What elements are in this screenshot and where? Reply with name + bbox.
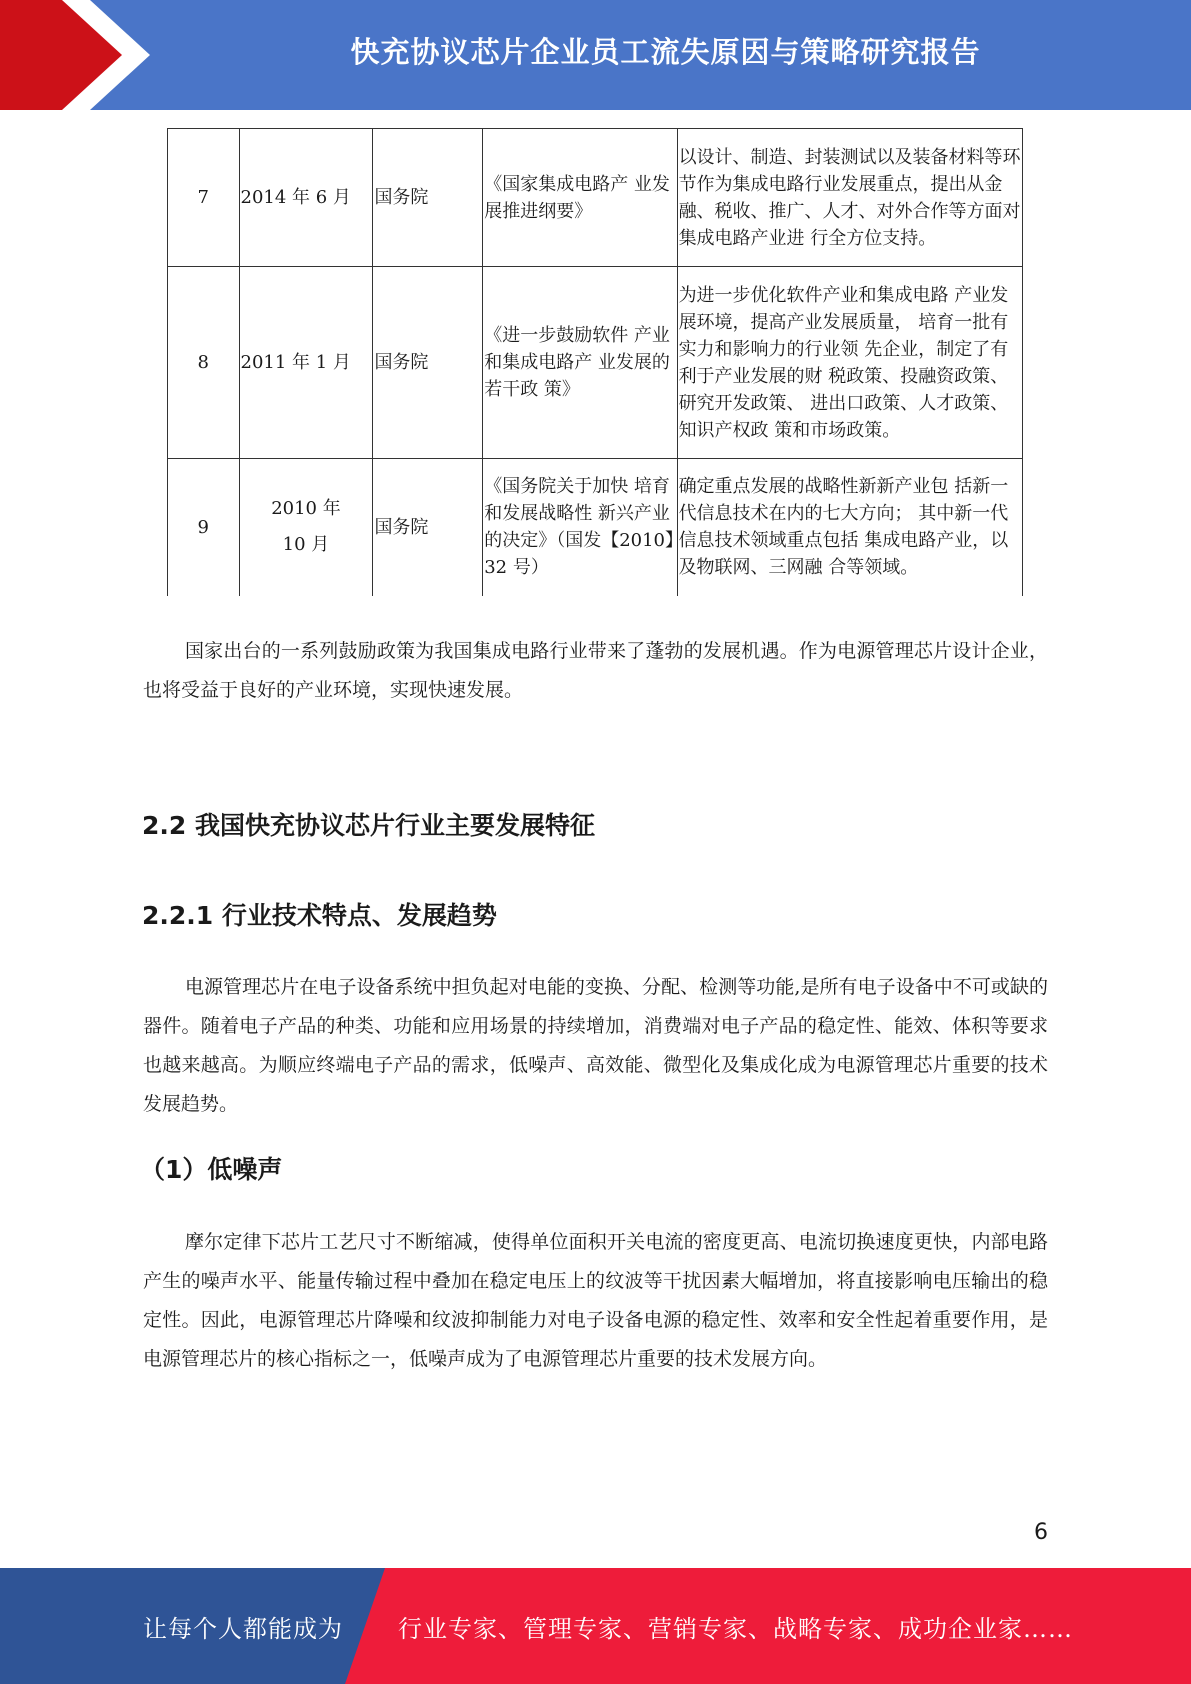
row-number: 9 <box>168 459 240 596</box>
document-title: 快充协议芯片企业员工流失原因与策略研究报告 <box>350 34 981 69</box>
footer-slogan-left: 让每个人都能成为 <box>143 1614 343 1643</box>
row-date <box>239 459 373 596</box>
row-description: 为进一步优化软件产业和集成电路 产业发展环境，提高产业发展质量， 培育一批有实力和影响力的行业领 先企业，制定了有利于产业发展的财 税政策、投融资政策、研究开发政策、 进出口政策、人才政策、知识产权政 策和市场政策。 <box>677 267 1022 459</box>
paragraph-low-noise: 摩尔定律下芯片工艺尺寸不断缩减，使得单位面积开关电流的密度更高、电流切换速度更快，内部电路产生的噪声水平、能量传输过程中叠加在稳定电压上的纹波等干扰因素大幅增加，将直接影响电压输出的稳定性。因此，电源管理芯片降噪和纹波抑制能力对电子设备电源的稳定性、效率和安全性起着重要作用，是电源管理芯片的核心指标之一，低噪声成为了电源管理芯片重要的技术发展方向。 <box>143 1231 1048 1370</box>
paragraph-policy-summary: 国家出台的一系列鼓励政策为我国集成电路行业带来了蓬勃的发展机遇。作为电源管理芯片设计企业，也将受益于良好的产业环境，实现快速发展。 <box>143 640 1048 701</box>
page-number: 6 <box>1034 1520 1048 1545</box>
table-row <box>168 459 1023 596</box>
row-date-month: 10 月 <box>282 534 330 556</box>
row-issuer: 国务院 <box>373 129 483 267</box>
row-issuer: 国务院 <box>373 459 483 596</box>
footer-banner <box>0 1568 1191 1684</box>
section-heading: 2.2 我国快充协议芯片行业主要发展特征 <box>142 811 595 840</box>
row-date: 2014 年 6 月 <box>239 129 373 267</box>
row-document: 《进一步鼓励软件 产业和集成电路产 业发展的若干政 策》 <box>483 267 677 459</box>
header-banner <box>0 0 1191 110</box>
row-description: 以设计、制造、封装测试以及装备材料等环节作为集成电路行业发展重点，提出从金融、税收、推广、人才、对外合作等方面对集成电路产业进 行全方位支持。 <box>677 129 1022 267</box>
paragraph-tech-trends: 电源管理芯片在电子设备系统中担负起对电能的变换、分配、检测等功能,是所有电子设备中不可或缺的器件。随着电子产品的种类、功能和应用场景的持续增加，消费端对电子产品的稳定性、能效、体积等要求也越来越高。为顺应终端电子产品的需求，低噪声、高效能、微型化及集成化成为电源管理芯片重要的技术发展趋势。 <box>143 976 1048 1115</box>
footer-slogan-right: 行业专家、管理专家、营销专家、战略专家、成功企业家…… <box>398 1614 1073 1643</box>
item-heading-low-noise: （1）低噪声 <box>140 1155 283 1184</box>
policy-table <box>167 128 1023 596</box>
row-document: 《国务院关于加快 培育和发展战略性 新兴产业的决定》（国发【2010】32 号） <box>483 459 677 596</box>
subsection-heading: 2.2.1 行业技术特点、发展趋势 <box>142 901 497 930</box>
row-date-year: 2010 年 <box>271 498 341 520</box>
row-issuer: 国务院 <box>373 267 483 459</box>
row-date: 2011 年 1 月 <box>239 267 373 459</box>
row-number: 7 <box>168 129 240 267</box>
row-document: 《国家集成电路产 业发展推进纲要》 <box>483 129 677 267</box>
table-row <box>168 267 1023 459</box>
row-description: 确定重点发展的战略性新新产业包 括新一代信息技术在内的七大方向； 其中新一代信息技术领域重点包括 集成电路产业，以及物联网、三网融 合等领域。 <box>677 459 1022 596</box>
row-number: 8 <box>168 267 240 459</box>
table-row <box>168 129 1023 267</box>
